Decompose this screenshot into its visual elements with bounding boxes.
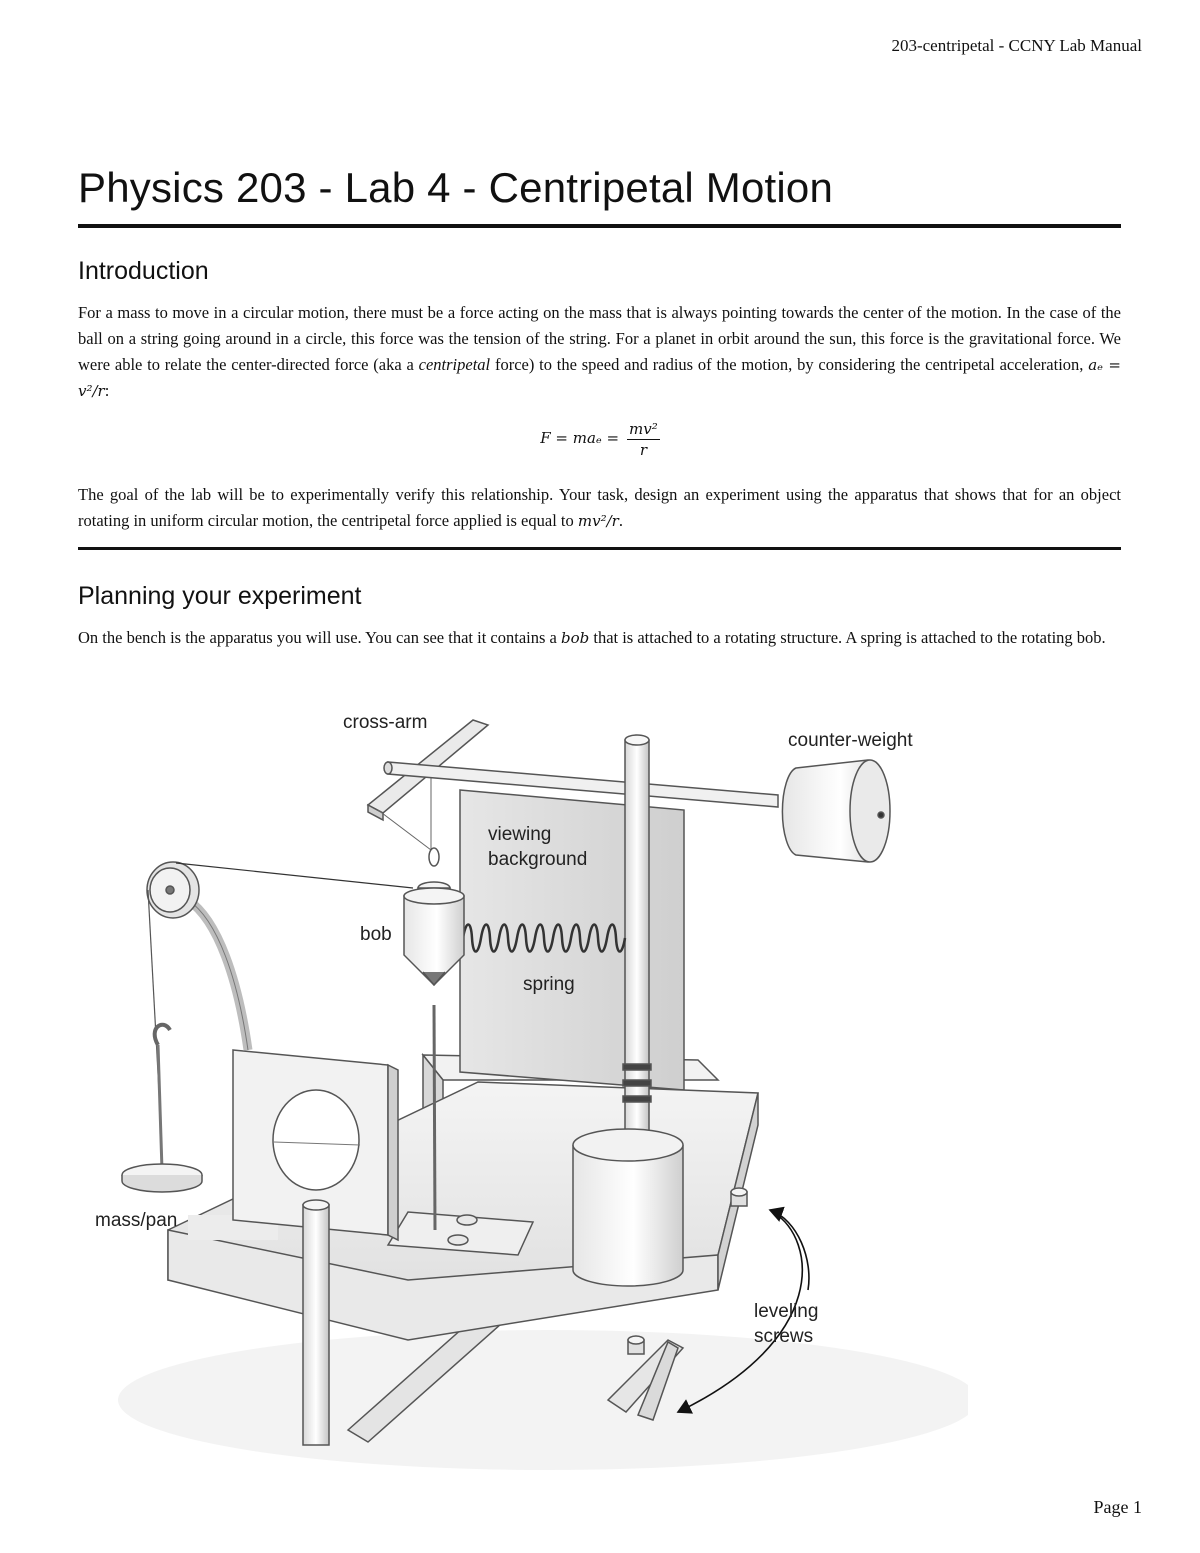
ground-shadow (118, 1330, 968, 1470)
goal-paragraph (78, 482, 1121, 534)
equation-numerator: mv² (629, 420, 658, 438)
bob (404, 882, 464, 985)
planning-heading: Planning your experiment (78, 582, 362, 610)
label-spring: spring (523, 974, 575, 995)
running-header: 203-centripetal - CCNY Lab Manual (891, 36, 1142, 55)
intro-text-a: For a mass to move in a circular motion, there must be a force acting on the mass that is always pointing towards the center of the motion. In the case of the ball on a string going around in a circle, this force was the tension of the string. For a planet in orbit around the sun, this force is the gravitational force. We were able to relate the center-directed force (aka a (78, 303, 1121, 374)
equation-denominator: r (639, 441, 647, 459)
label-background: background (488, 849, 588, 870)
base-cylinder (573, 1129, 683, 1286)
title-rule (78, 224, 1121, 228)
planning-text-b: that is attached to a rotating structure. A spring is attached to the rotating bob. (589, 628, 1106, 647)
planning-paragraph (78, 625, 1121, 651)
page-number: Page 1 (1093, 1497, 1142, 1517)
intro-text-end: : (104, 381, 110, 400)
label-mass-pan: mass/pan (95, 1210, 178, 1231)
string (176, 863, 413, 888)
label-bob: bob (360, 924, 392, 945)
central-shaft (623, 735, 651, 1140)
counter-weight (782, 760, 890, 862)
planning-text-a: On the bench is the apparatus you will use. You can see that it contains a (78, 628, 561, 647)
label-screws: screws (754, 1326, 814, 1347)
goal-formula: mv²/r (577, 512, 619, 530)
label-leveling: leveling (754, 1301, 819, 1322)
planning-emphasis: bob (560, 629, 590, 647)
indicator-rod (434, 1005, 435, 1230)
label-cross-arm: cross-arm (343, 712, 428, 733)
centripetal-equation (0, 420, 1200, 459)
apparatus-illustration (78, 700, 968, 1480)
page-title: Physics 203 - Lab 4 - Centripetal Motion (78, 164, 834, 211)
acceleration-formula: aₑ = v²/r (78, 356, 1121, 400)
intro-emphasis: centripetal (418, 355, 491, 374)
intro-paragraph (78, 300, 1121, 404)
label-viewing: viewing (488, 824, 552, 845)
goal-text-end: . (618, 511, 623, 530)
introduction-heading: Introduction (78, 257, 209, 285)
label-counter-weight: counter-weight (788, 730, 913, 751)
section-rule (78, 547, 1121, 550)
leveling-arrow-top (770, 1210, 809, 1290)
intro-text-b: force) to the speed and radius of the motion, by considering the centripetal acceleration, (490, 355, 1089, 374)
front-post (303, 1200, 329, 1445)
pulley (147, 862, 248, 1050)
equation-lhs: F = maₑ = (540, 429, 620, 448)
apparatus-figure (78, 700, 968, 1480)
goal-text: The goal of the lab will be to experimentally verify this relationship. Your task, design an experiment using the apparatus that shows that for an object rotating in uniform circular motion, the centripetal force applied is equal to (78, 485, 1121, 530)
equation-fraction (627, 420, 660, 459)
mass-pan (122, 1025, 202, 1192)
